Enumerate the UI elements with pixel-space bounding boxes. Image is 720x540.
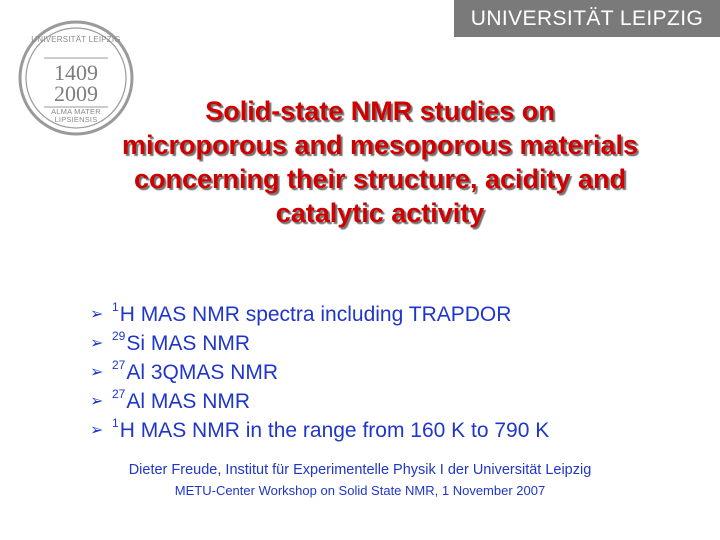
author-affiliation: Dieter Freude, Institut für Experimentelle Physik I der Universität Leipzig	[128, 462, 592, 478]
title-line-4: catalytic activity	[275, 198, 485, 228]
university-name: UNIVERSITÄT LEIPZIG	[470, 6, 704, 30]
seal-bottom-line-1: ALMA MATER	[51, 107, 101, 116]
seal-bottom-line-2: LIPSIENSIS	[54, 115, 98, 124]
list-item-text: Si MAS NMR	[126, 332, 251, 355]
list-item	[90, 358, 690, 390]
list-item-text: H MAS NMR spectra including TRAPDOR	[119, 303, 512, 326]
isotope-mass: 1	[112, 416, 119, 430]
seal-year-anniversary: 2009	[54, 81, 98, 106]
university-banner	[454, 0, 720, 37]
arrow-bullet-icon: ➢	[90, 364, 104, 381]
list-item	[90, 387, 690, 419]
event-info: METU-Center Workshop on Solid State NMR, 1 November 2007	[174, 483, 546, 498]
list-item-text: H MAS NMR in the range from 160 K to 790 K	[119, 419, 550, 442]
list-item	[90, 329, 690, 361]
slide-title	[60, 94, 700, 230]
seal-top-text: UNIVERSITÄT LEIPZIG	[31, 35, 121, 44]
arrow-bullet-icon: ➢	[90, 306, 104, 323]
isotope-mass: 29	[112, 329, 126, 343]
seal-year-founded: 1409	[54, 60, 98, 85]
title-line-3: concerning their structure, acidity and	[133, 164, 627, 194]
title-line-2: microporous and mesoporous materials	[121, 130, 639, 160]
isotope-mass: 1	[112, 300, 119, 314]
topic-list	[90, 300, 690, 448]
list-item	[90, 300, 690, 332]
isotope-mass: 27	[112, 387, 126, 401]
list-item-text: Al MAS NMR	[126, 390, 251, 413]
title-line-1: Solid-state NMR studies on	[205, 96, 555, 126]
list-item-text: Al 3QMAS NMR	[126, 361, 279, 384]
isotope-mass: 27	[112, 358, 126, 372]
list-item	[90, 416, 690, 448]
arrow-bullet-icon: ➢	[90, 422, 104, 439]
arrow-bullet-icon: ➢	[90, 335, 104, 352]
arrow-bullet-icon: ➢	[90, 393, 104, 410]
